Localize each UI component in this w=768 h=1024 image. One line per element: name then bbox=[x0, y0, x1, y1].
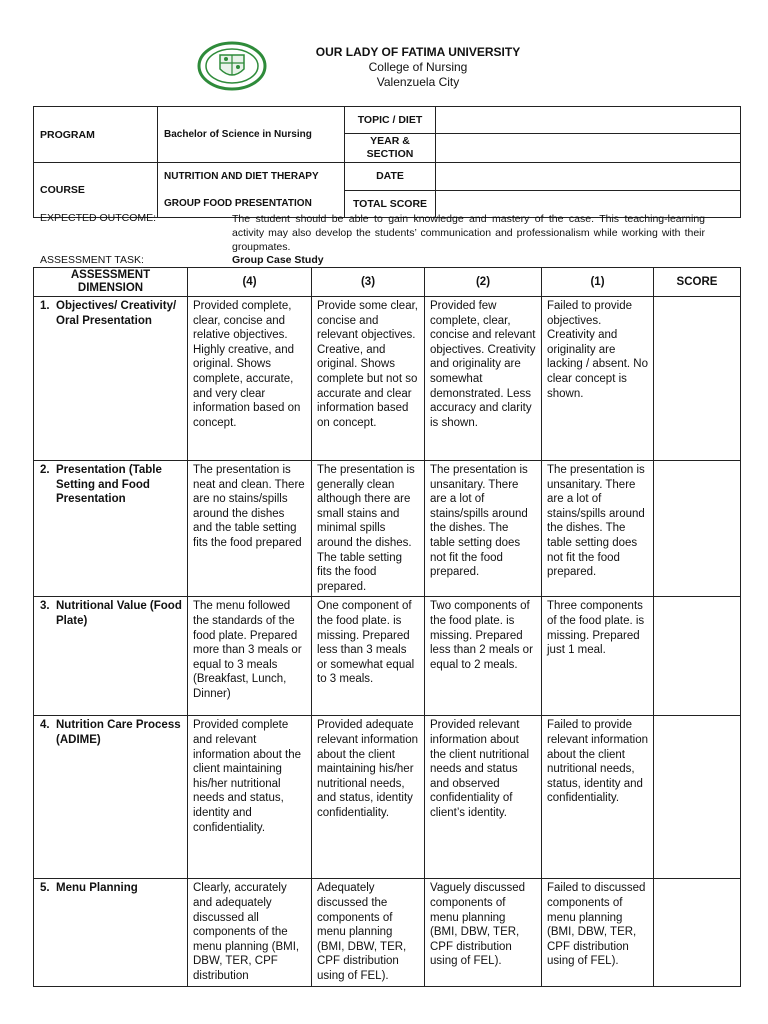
program-label: PROGRAM bbox=[34, 107, 158, 163]
criteria-1: Failed to provide relevant information about the client nutritional needs, status, identity and confidentiality. bbox=[542, 716, 654, 879]
rubric-header-row bbox=[34, 268, 741, 297]
header-score: SCORE bbox=[654, 268, 741, 297]
score-cell[interactable] bbox=[654, 597, 741, 716]
date-label: DATE bbox=[345, 163, 436, 191]
criteria-3: Provide some clear, concise and relevant objectives. Creative, and original. Shows complete but not so accurate and clear information based on concept. bbox=[312, 297, 425, 461]
course-label: COURSE bbox=[34, 163, 158, 218]
year-section-field[interactable] bbox=[436, 134, 741, 163]
assessment-task-value: Group Case Study bbox=[232, 254, 324, 266]
header-score-4: (4) bbox=[188, 268, 312, 297]
criteria-1: Three components of the food plate. is missing. Prepared just 1 meal. bbox=[542, 597, 654, 716]
criteria-1: The presentation is unsanitary. There are a lot of stains/spills around the dishes. The table setting does not fit the food prepared. bbox=[542, 461, 654, 597]
dimension-number: 4. bbox=[40, 719, 50, 732]
score-cell[interactable] bbox=[654, 297, 741, 461]
criteria-1: Failed to provide objectives. Creativity and originality are lacking / absent. No clear concept is shown. bbox=[542, 297, 654, 461]
score-cell[interactable] bbox=[654, 461, 741, 597]
header-score-2: (2) bbox=[425, 268, 542, 297]
course-value bbox=[158, 163, 345, 218]
header-score-3: (3) bbox=[312, 268, 425, 297]
score-cell[interactable] bbox=[654, 879, 741, 986]
criteria-2: The presentation is unsanitary. There are a lot of stains/spills around the dishes. The table setting does not fit the food prepared. bbox=[425, 461, 542, 597]
rubric-row bbox=[34, 461, 741, 597]
criteria-2: Provided relevant information about the client nutritional needs and status and observed confidentiality of client’s identity. bbox=[425, 716, 542, 879]
dimension-name: Presentation (Table Setting and Food Presentation bbox=[56, 464, 162, 506]
dimension-number: 5. bbox=[40, 882, 50, 895]
dimension-cell bbox=[34, 879, 188, 986]
expected-outcome-label: EXPECTED OUTCOME: bbox=[40, 212, 157, 224]
date-field[interactable] bbox=[436, 163, 741, 191]
rubric-row bbox=[34, 879, 741, 986]
document-header bbox=[0, 0, 768, 100]
criteria-3: Adequately discussed the components of menu planning (BMI, DBW, TER, CPF distribution using of FEL). bbox=[312, 879, 425, 986]
header-score-1: (1) bbox=[542, 268, 654, 297]
rubric-row bbox=[34, 297, 741, 461]
rubric-row bbox=[34, 597, 741, 716]
criteria-2: Two components of the food plate. is missing. Prepared less than 2 meals or equal to 2 meals. bbox=[425, 597, 542, 716]
assessment-task-label: ASSESSMENT TASK: bbox=[40, 254, 144, 266]
dimension-name: Nutritional Value (Food Plate) bbox=[56, 600, 182, 627]
score-cell[interactable] bbox=[654, 716, 741, 879]
header-assessment-dimension: ASSESSMENT DIMENSION bbox=[34, 268, 188, 297]
city-name: Valenzuela City bbox=[376, 75, 460, 89]
dimension-name: Nutrition Care Process (ADIME) bbox=[56, 719, 181, 746]
criteria-4: Provided complete and relevant information about the client maintaining his/her nutritional needs and status, identity and confidentiality. bbox=[188, 716, 312, 879]
university-seal-icon bbox=[196, 41, 268, 91]
criteria-4: The presentation is neat and clean. There are no stains/spills around the dishes and the table setting fits the food prepared bbox=[188, 461, 312, 597]
course-line-2: GROUP FOOD PRESENTATION bbox=[164, 198, 312, 209]
criteria-3: The presentation is generally clean although there are small stains and minimal spills around the dishes. The table setting fits the food prepared. bbox=[312, 461, 425, 597]
criteria-4: Clearly, accurately and adequately discussed all components of the menu planning (BMI, DBW, TER, CPF distribution bbox=[188, 879, 312, 986]
dimension-name: Menu Planning bbox=[56, 882, 138, 895]
criteria-3: One component of the food plate. is missing. Prepared less than 3 meals or somewhat equal to 3 meals. bbox=[312, 597, 425, 716]
year-section-label: YEAR & SECTION bbox=[345, 134, 436, 163]
criteria-2: Vaguely discussed components of menu planning (BMI, DBW, TER, CPF distribution using of FEL). bbox=[425, 879, 542, 986]
expected-outcome-text: The student should be able to gain knowledge and mastery of the case. This teaching-learning activity may also develop the students’ communication and professionalism while working with their groupmates. bbox=[232, 213, 705, 253]
rubric-row bbox=[34, 716, 741, 879]
course-info-table bbox=[33, 106, 741, 218]
criteria-3: Provided adequate relevant information about the client maintaining his/her nutritional needs, and status, identity confidentiality. bbox=[312, 716, 425, 879]
criteria-1: Failed to discussed components of menu planning (BMI, DBW, TER, CPF distribution using of FEL). bbox=[542, 879, 654, 986]
topic-label: TOPIC / DIET bbox=[345, 107, 436, 134]
topic-field[interactable] bbox=[436, 107, 741, 134]
dimension-name: Objectives/ Creativity/ Oral Presentation bbox=[56, 300, 177, 327]
college-name: College of Nursing bbox=[368, 60, 468, 74]
university-name: OUR LADY OF FATIMA UNIVERSITY bbox=[315, 45, 521, 59]
dimension-cell bbox=[34, 297, 188, 461]
criteria-4: The menu followed the standards of the food plate. Prepared more than 3 meals or equal to 3 meals (Breakfast, Lunch, Dinner) bbox=[188, 597, 312, 716]
criteria-2: Provided few complete, clear, concise and relevant objectives. Creativity and originality are somewhat demonstrated. Less accuracy and clarity is shown. bbox=[425, 297, 542, 461]
dimension-cell bbox=[34, 716, 188, 879]
dimension-cell bbox=[34, 597, 188, 716]
course-line-1: NUTRITION AND DIET THERAPY bbox=[164, 171, 319, 182]
dimension-number: 1. bbox=[40, 300, 50, 312]
dimension-number: 2. bbox=[40, 464, 50, 476]
dimension-cell bbox=[34, 461, 188, 597]
dimension-number: 3. bbox=[40, 600, 50, 613]
total-score-label: TOTAL SCORE bbox=[345, 190, 436, 218]
program-value: Bachelor of Science in Nursing bbox=[158, 107, 345, 163]
rubric-table bbox=[33, 267, 741, 987]
criteria-4: Provided complete, clear, concise and relative objectives. Highly creative, and original. Shows complete, accurate, and very clear information based on concept. bbox=[188, 297, 312, 461]
